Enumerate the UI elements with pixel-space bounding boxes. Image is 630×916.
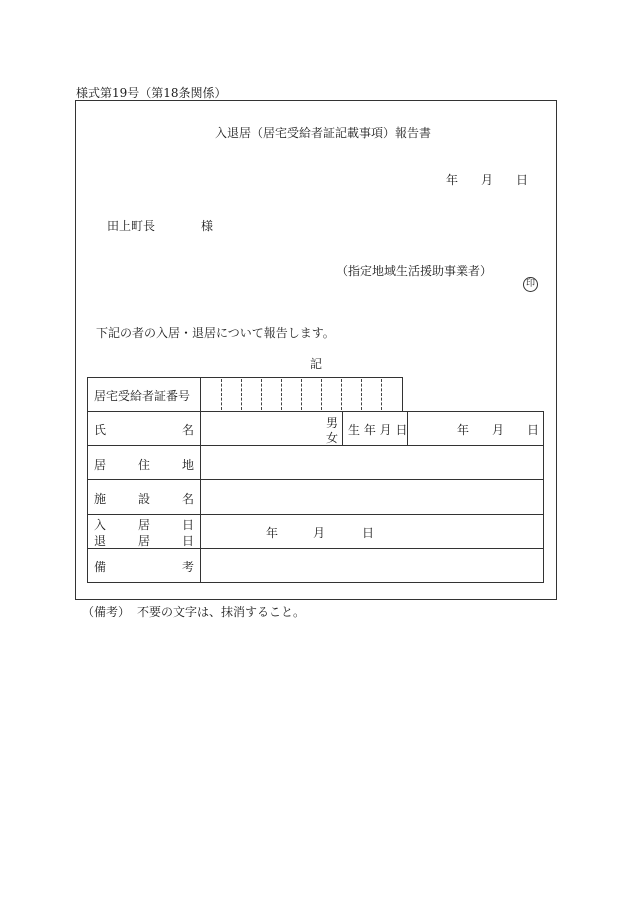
row1-right-border (402, 377, 403, 411)
move-date-year: 年 (266, 526, 279, 540)
move-in-label (94, 516, 194, 533)
move-out-label (94, 532, 194, 549)
certificate-number-label: 居宅受給者証番号 (94, 389, 191, 403)
birth-year: 年 (457, 423, 470, 437)
birth-day: 日 (527, 423, 540, 437)
date-year: 年 (446, 173, 459, 187)
addressee-honorific: 様 (201, 219, 214, 233)
digit-divider (341, 379, 342, 410)
sex-female: 女 (326, 431, 339, 445)
move-date-month: 月 (313, 526, 326, 540)
sender-label: （指定地域生活援助事業者） (336, 264, 493, 278)
form-title: 入退居（居宅受給者証記載事項）報告書 (215, 126, 432, 140)
note-label: （備考） (82, 605, 131, 619)
birth-month: 月 (492, 423, 505, 437)
table-left-border (87, 377, 88, 583)
residence-label-char: 住 (137, 458, 150, 472)
sex-divider (342, 411, 343, 445)
remarks-label (94, 558, 194, 575)
move-out-label-char: 退 (94, 534, 107, 548)
move-in-label-char: 日 (181, 518, 194, 532)
name-label-char: 名 (181, 423, 194, 437)
row3-top-border (87, 445, 544, 446)
row4-top-border (87, 479, 544, 480)
move-out-label-char: 居 (137, 534, 150, 548)
facility-label-char: 施 (94, 492, 107, 506)
row2-top-border (87, 411, 544, 412)
date-month: 月 (481, 173, 494, 187)
digit-divider (301, 379, 302, 410)
residence-label-char: 地 (181, 458, 194, 472)
row5-top-border (87, 514, 544, 515)
facility-label (94, 490, 194, 507)
digit-divider (261, 379, 262, 410)
move-in-label-char: 居 (137, 518, 150, 532)
name-label (94, 421, 194, 438)
digit-divider (241, 379, 242, 410)
note-text: 不要の文字は、抹消すること。 (137, 605, 306, 619)
name-label-char: 氏 (94, 423, 107, 437)
sex-male: 男 (326, 416, 339, 430)
remarks-label-char: 考 (181, 560, 194, 574)
date-day: 日 (516, 173, 529, 187)
move-in-label-char: 入 (94, 518, 107, 532)
digit-divider (321, 379, 322, 410)
birthdate-label: 生 年 月 日 (348, 423, 408, 437)
row1-top-border (87, 377, 403, 378)
facility-label-char: 設 (137, 492, 150, 506)
move-out-label-char: 日 (181, 534, 194, 548)
addressee-name: 田上町長 (107, 219, 156, 233)
label-divider (200, 377, 201, 583)
table-right-border (543, 411, 544, 583)
digit-divider (361, 379, 362, 410)
residence-label (94, 456, 194, 473)
digit-divider (281, 379, 282, 410)
seal-mark: 印 (523, 277, 538, 292)
form-number: 様式第19号（第18条関係） (76, 86, 227, 100)
ki-heading: 記 (310, 357, 323, 371)
facility-label-char: 名 (181, 492, 194, 506)
move-date-day: 日 (362, 526, 375, 540)
table-bottom-border (87, 582, 544, 583)
digit-divider (221, 379, 222, 410)
report-statement: 下記の者の入居・退居について報告します。 (96, 326, 335, 340)
remarks-label-char: 備 (94, 560, 107, 574)
digit-divider (381, 379, 382, 410)
residence-label-char: 居 (94, 458, 107, 472)
